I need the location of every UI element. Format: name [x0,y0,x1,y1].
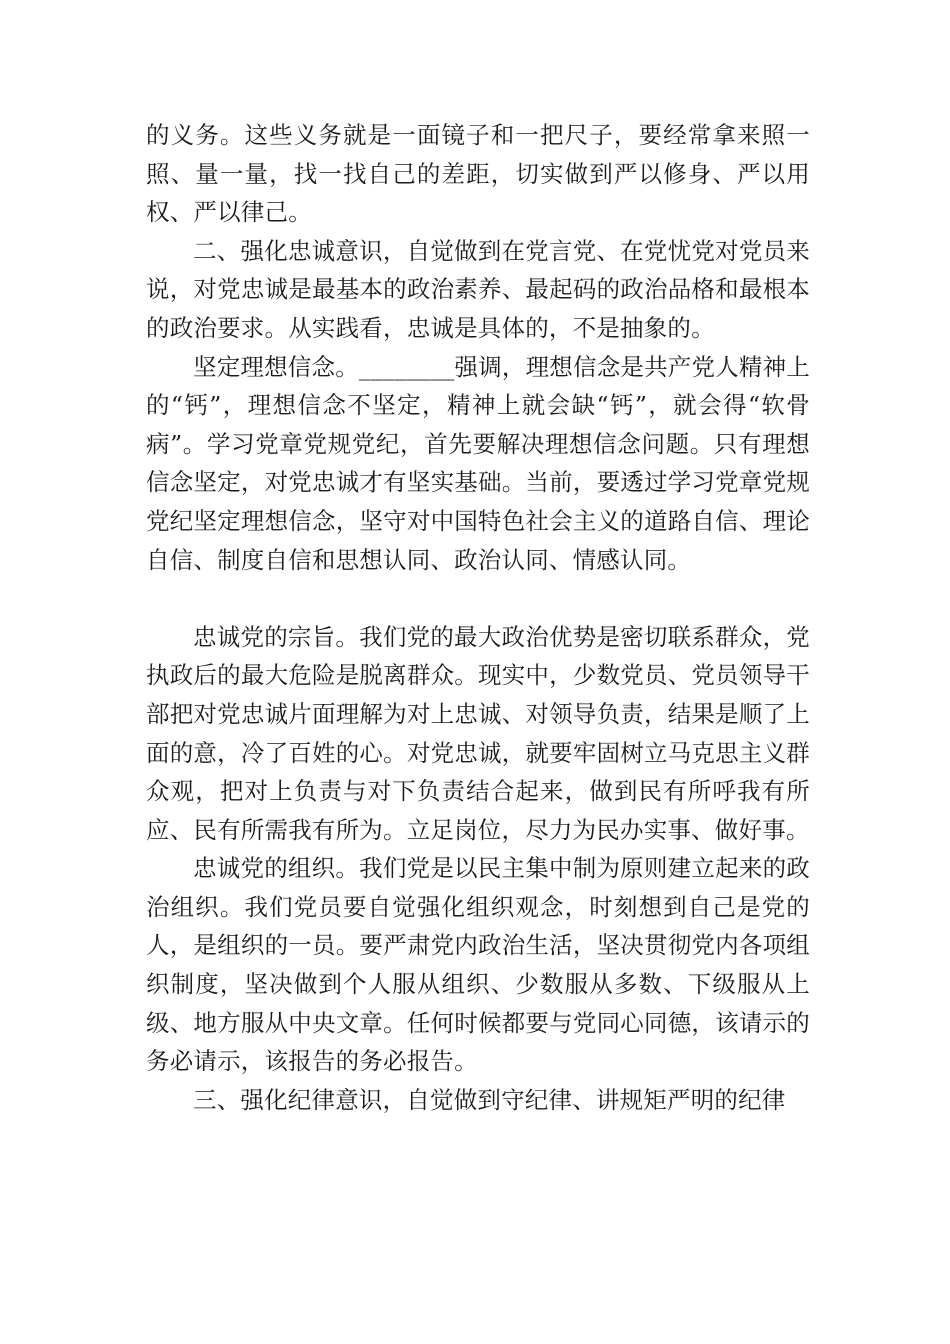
paragraph-ideals-beliefs: 坚定理想信念。________强调，理想信念是共产党人精神上的“钙”，理想信念不坚定，精神上就会缺“钙”，就会得“软骨病”。学习党章党规党纪，首先要解决理想信念问题。只有理想信念坚定，对党忠诚才有坚实基础。当前，要透过学习党章党规党纪坚定理想信念，坚守对中国特色社会主义的道路自信、理论自信、制度自信和思想认同、政治认同、情感认同。 [146,352,810,574]
paragraph-continuation: 的义务。这些义务就是一面镜子和一把尺子，要经常拿来照一照、量一量，找一找自己的差距，切实做到严以修身、严以用权、严以律己。 [146,121,810,227]
paragraph-party-organization: 忠诚党的组织。我们党是以民主集中制为原则建立起来的政治组织。我们党员要自觉强化组织观念，时刻想到自己是党的人，是组织的一员。要严肃党内政治生活，坚决贯彻党内各项组织制度，坚决做到个人服从组织、少数服从多数、下级服从上级、地方服从中央文章。任何时候都要与党同心同德，该请示的务必请示，该报告的务必报告。 [146,854,810,1076]
paragraph-section-three-heading: 三、强化纪律意识，自觉做到守纪律、讲规矩严明的纪律 [193,1085,786,1114]
document-body [146,116,810,1119]
paragraph-section-two-heading: 二、强化忠诚意识，自觉做到在党言党、在党忧党对党员来说，对党忠诚是最基本的政治素养、最起码的政治品格和最根本的政治要求。从实践看，忠诚是具体的，不是抽象的。 [146,236,810,342]
paragraph-spacer [146,579,810,618]
paragraph-party-purpose: 忠诚党的宗旨。我们党的最大政治优势是密切联系群众，党执政后的最大危险是脱离群众。现实中，少数党员、党员领导干部把对党忠诚片面理解为对上忠诚、对领导负责，结果是顺了上面的意，冷了百姓的心。对党忠诚，就要牢固树立马克思主义群众观，把对上负责与对下负责结合起来，做到民有所呼我有所应、民有所需我有所为。立足岗位，尽力为民办实事、做好事。 [146,622,810,844]
